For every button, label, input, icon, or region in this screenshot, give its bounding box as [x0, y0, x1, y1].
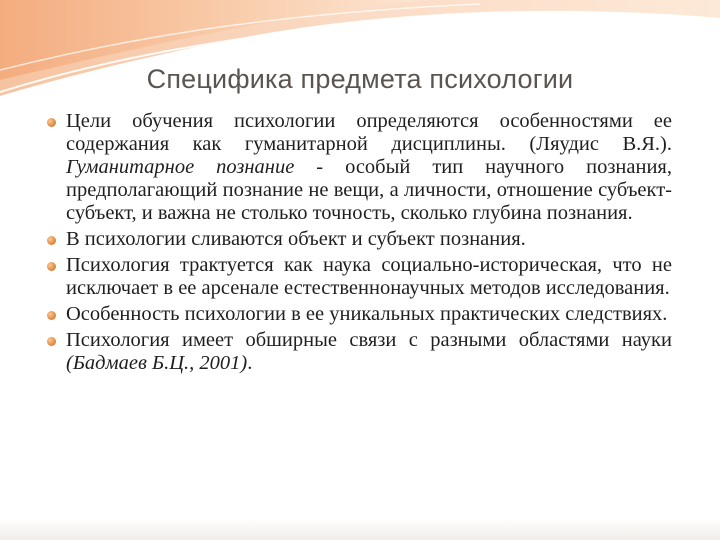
list-item [44, 110, 672, 225]
list-item [44, 329, 672, 375]
bullet-icon [47, 262, 56, 271]
item-text: Особенность психологии в ее уникальных практических следствиях. [66, 303, 668, 325]
bullet-list [44, 110, 672, 378]
item-text: . [247, 352, 253, 374]
page-edge-shadow [0, 518, 720, 540]
item-text: Цели обучения психологии определяются особенностями ее содержания как гуманитарной дисциплины. (Ляудис В.Я.). [66, 110, 672, 155]
bullet-icon [47, 118, 56, 127]
bullet-icon [47, 236, 56, 245]
decorative-swoosh [0, 0, 720, 120]
list-item [44, 254, 672, 300]
bullet-icon [47, 337, 56, 346]
list-item [44, 228, 672, 251]
item-italic-text: Гуманитарное познание [66, 156, 295, 178]
bullet-icon [47, 311, 56, 320]
item-text: - особый тип научного познания, предполагающий познание не вещи, а личности, отношение субъект-субъект, и важна не столько точность, сколько глубина познания. [66, 156, 672, 224]
item-text: Психология имеет обширные связи с разными областями науки [66, 329, 672, 351]
list-item [44, 303, 672, 326]
item-italic-text: (Бадмаев Б.Ц., 2001) [66, 352, 248, 374]
item-text: Психология трактуется как наука социально-историческая, что не исключает в ее арсенале естественнонаучных методов исследования. [66, 254, 672, 299]
item-text: В психологии сливаются объект и субъект познания. [66, 228, 526, 250]
slide-title: Специфика предмета психологии [146, 64, 574, 94]
